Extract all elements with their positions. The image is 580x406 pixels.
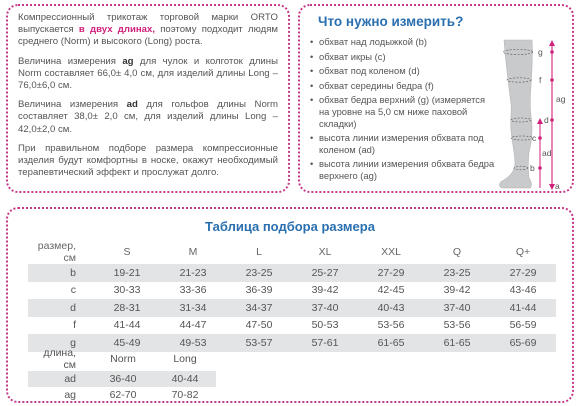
label-ad: ad — [542, 148, 552, 158]
table-cell: 40-43 — [358, 299, 424, 317]
table-row — [28, 317, 556, 335]
size-table-box — [6, 207, 574, 403]
table-cell: 61-65 — [358, 334, 424, 352]
table-cell: 21-23 — [160, 264, 226, 282]
table-row — [28, 371, 216, 387]
row-label: c — [70, 284, 76, 297]
header-cell: Q — [452, 246, 462, 258]
measure-item: • обхват бедра верхний (g) (измеряется на уровне на 5,0 см ниже паховой складки) — [310, 94, 496, 129]
label-ag: ag — [556, 94, 566, 104]
leg-silhouette — [500, 40, 533, 188]
table-cell: 42-45 — [377, 284, 405, 297]
header-cell: L — [256, 246, 262, 258]
key-ag: ag — [122, 55, 134, 67]
table-cell: 62-70 — [109, 389, 137, 401]
header-cell: длина, см — [43, 347, 76, 371]
table-cell: 57-61 — [292, 334, 358, 352]
table-cell: 41-44 — [113, 319, 141, 332]
measure-item: • обхват над лодыжкой (b) — [310, 36, 496, 48]
table-cell: 65-69 — [490, 334, 556, 352]
table-cell: 31-34 — [160, 299, 226, 317]
table-row — [28, 282, 556, 300]
measure-item: • высота линии измерения обхвата под коленом (ad) — [310, 132, 496, 155]
info-box — [6, 4, 290, 193]
table-cell: 47-50 — [245, 319, 273, 332]
row-label: ad — [28, 371, 92, 387]
row-label: ag — [64, 389, 76, 401]
table-cell: 27-29 — [490, 264, 556, 282]
table-title: Таблица подбора размера — [205, 219, 375, 234]
table-cell: 34-37 — [226, 299, 292, 317]
table-cell: 39-42 — [311, 284, 339, 297]
table-cell: 45-49 — [94, 334, 160, 352]
row-label: g — [28, 334, 94, 352]
header-cell: Long — [173, 353, 197, 365]
table-cell: 36-39 — [245, 284, 273, 297]
table-cell: 49-53 — [160, 334, 226, 352]
header-cell: размер, см — [37, 240, 76, 264]
label-d: d — [544, 115, 549, 125]
measure-list — [310, 36, 496, 185]
table-row — [28, 299, 556, 317]
table-cell: 53-57 — [226, 334, 292, 352]
table-cell: 27-29 — [358, 264, 424, 282]
table-cell: 41-44 — [490, 299, 556, 317]
table-row — [28, 387, 216, 403]
info-paragraph-ag: Величина измерения ag для чулок и колготок длины Norm составляет 66,0± 4,0 см, для изделий длины Long – 76,0±6,0 см. — [18, 55, 278, 92]
header-cell: XXL — [381, 246, 401, 258]
highlight-two-lengths: в двух длинах, — [78, 24, 155, 36]
table-cell: 33-36 — [179, 284, 207, 297]
table-cell: 28-31 — [94, 299, 160, 317]
table-cell: 61-65 — [424, 334, 490, 352]
table-cell: 40-44 — [154, 371, 216, 387]
label-a: a — [555, 181, 560, 191]
table-cell: 23-25 — [226, 264, 292, 282]
info-paragraph-ad: Величина измерения ad для гольфов длины Norm составляет 38,0± 2,0 см, для изделий длины Long – 42,0±2,0 см. — [18, 99, 278, 135]
table-cell: 56-59 — [509, 319, 537, 332]
table-cell: 39-42 — [443, 284, 471, 297]
table-cell: 19-21 — [94, 264, 160, 282]
table-cell: 25-27 — [292, 264, 358, 282]
info-paragraph-lengths: Компрессионный трикотаж торговой марки ORTO выпускается в двух длинах, поэтому подходит людям среднего (Norm) и высокого (Long) роста. — [18, 12, 278, 48]
header-cell: Q+ — [515, 246, 531, 258]
label-f: f — [539, 75, 542, 85]
table-row — [28, 264, 556, 282]
table-cell: 53-56 — [443, 319, 471, 332]
measure-item: • обхват середины бедра (f) — [310, 80, 496, 92]
measure-item: • обхват под коленом (d) — [310, 65, 496, 77]
size-table — [28, 240, 556, 352]
header-cell: Norm — [110, 353, 136, 365]
table-cell: 30-33 — [113, 284, 141, 297]
table-cell: 37-40 — [292, 299, 358, 317]
leg-diagram — [496, 36, 570, 192]
table-cell: 50-53 — [311, 319, 339, 332]
measure-title: Что нужно измерить? — [318, 14, 464, 29]
header-cell: XL — [318, 246, 332, 258]
size-header-row — [28, 240, 556, 264]
table-cell: 44-47 — [179, 319, 207, 332]
label-g: g — [538, 47, 543, 57]
length-table — [28, 347, 216, 403]
measure-box — [298, 4, 574, 193]
table-cell: 37-40 — [424, 299, 490, 317]
table-cell: 43-46 — [509, 284, 537, 297]
table-cell: 53-56 — [377, 319, 405, 332]
info-paragraph-benefit: При правильном подборе размера компрессионные изделия будут комфортны в носке, окажут необходимый терапевтический эффект и прослужат долго. — [18, 142, 278, 179]
arrow-top — [549, 40, 555, 46]
table-cell: 36-40 — [92, 371, 154, 387]
label-b: b — [530, 163, 535, 173]
table-cell: 70-82 — [171, 389, 199, 401]
measure-item: • обхват икры (c) — [310, 51, 496, 63]
row-label: f — [73, 319, 76, 332]
row-label: d — [28, 299, 94, 317]
header-cell: M — [188, 246, 198, 258]
length-header-row — [28, 347, 216, 371]
table-cell: 23-25 — [424, 264, 490, 282]
measure-item: • высота линии измерения обхвата бедра верхнего (ag) — [310, 158, 496, 181]
label-c: c — [532, 133, 537, 143]
arrow-ad-top — [537, 118, 543, 124]
row-label: b — [28, 264, 94, 282]
key-ad: ad — [126, 99, 138, 111]
header-cell: S — [123, 246, 131, 258]
